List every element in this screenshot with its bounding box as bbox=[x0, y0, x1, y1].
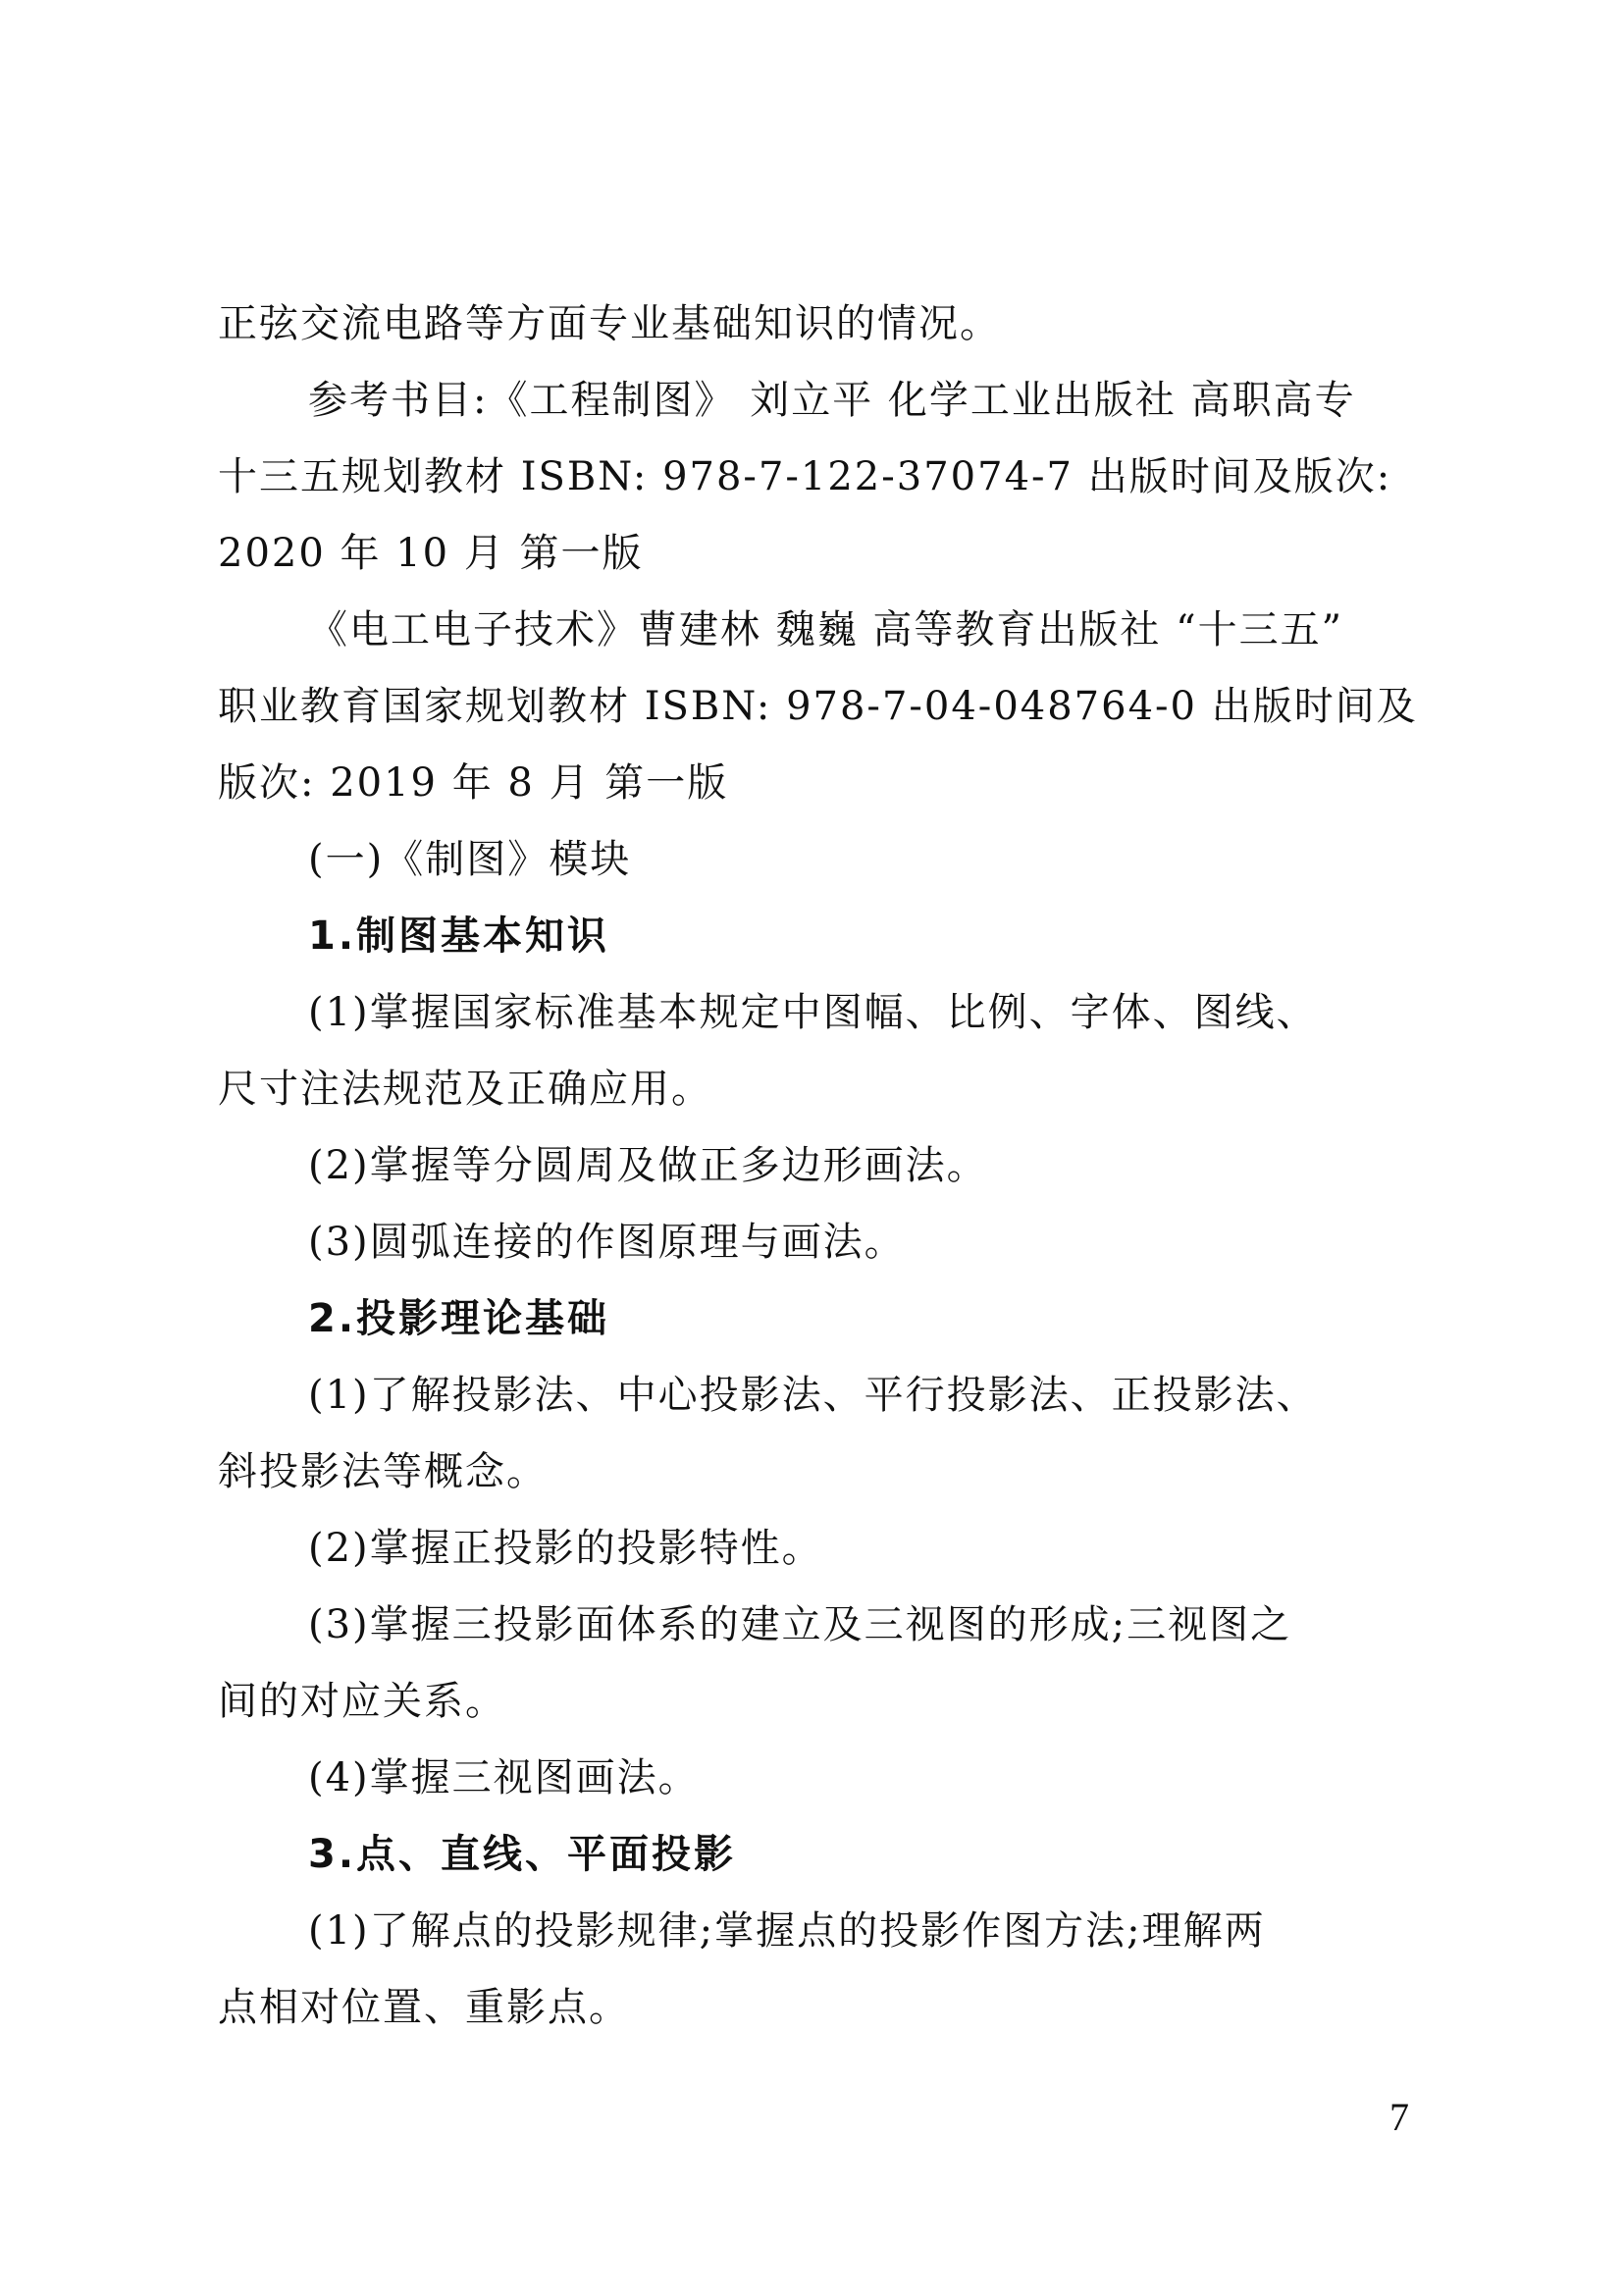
text-line: 职业教育国家规划教材 ISBN: 978-7-04-048764-0 出版时间及 bbox=[218, 684, 1418, 729]
text-line: (3)掌握三投影面体系的建立及三视图的形成;三视图之 bbox=[308, 1602, 1292, 1647]
text-line: 正弦交流电路等方面专业基础知识的情况。 bbox=[218, 301, 1001, 346]
text-line: (2)掌握正投影的投影特性。 bbox=[308, 1526, 823, 1571]
text-line: 尺寸注法规范及正确应用。 bbox=[218, 1067, 712, 1112]
subsection-heading: 1.制图基本知识 bbox=[308, 913, 610, 959]
text-line: 间的对应关系。 bbox=[218, 1679, 506, 1724]
text-line: 十三五规划教材 ISBN: 978-7-122-37074-7 出版时间及版次: bbox=[218, 454, 1392, 499]
subsection-heading: 3.点、直线、平面投影 bbox=[308, 1832, 737, 1877]
text-line: 参考书目:《工程制图》 刘立平 化学工业出版社 高职高专 bbox=[308, 378, 1356, 423]
text-line: 点相对位置、重影点。 bbox=[218, 1985, 630, 2030]
text-line: (3)圆弧连接的作图原理与画法。 bbox=[308, 1220, 906, 1265]
text-line: 斜投影法等概念。 bbox=[218, 1449, 548, 1494]
page-number: 7 bbox=[1389, 2095, 1409, 2139]
text-line: (2)掌握等分圆周及做正多边形画法。 bbox=[308, 1143, 988, 1188]
text-line: 《电工电子技术》曹建林 魏巍 高等教育出版社 “十三五” bbox=[308, 607, 1344, 652]
text-line: 2020 年 10 月 第一版 bbox=[218, 531, 644, 576]
text-line: 版次: 2019 年 8 月 第一版 bbox=[218, 760, 729, 806]
section-heading: (一)《制图》模块 bbox=[308, 837, 632, 882]
text-line: (1)了解点的投影规律;掌握点的投影作图方法;理解两 bbox=[308, 1908, 1266, 1954]
text-line: (1)了解投影法、中心投影法、平行投影法、正投影法、 bbox=[308, 1373, 1318, 1418]
text-line: (1)掌握国家标准基本规定中图幅、比例、字体、图线、 bbox=[308, 990, 1318, 1035]
subsection-heading: 2.投影理论基础 bbox=[308, 1296, 610, 1341]
text-line: (4)掌握三视图画法。 bbox=[308, 1755, 700, 1800]
